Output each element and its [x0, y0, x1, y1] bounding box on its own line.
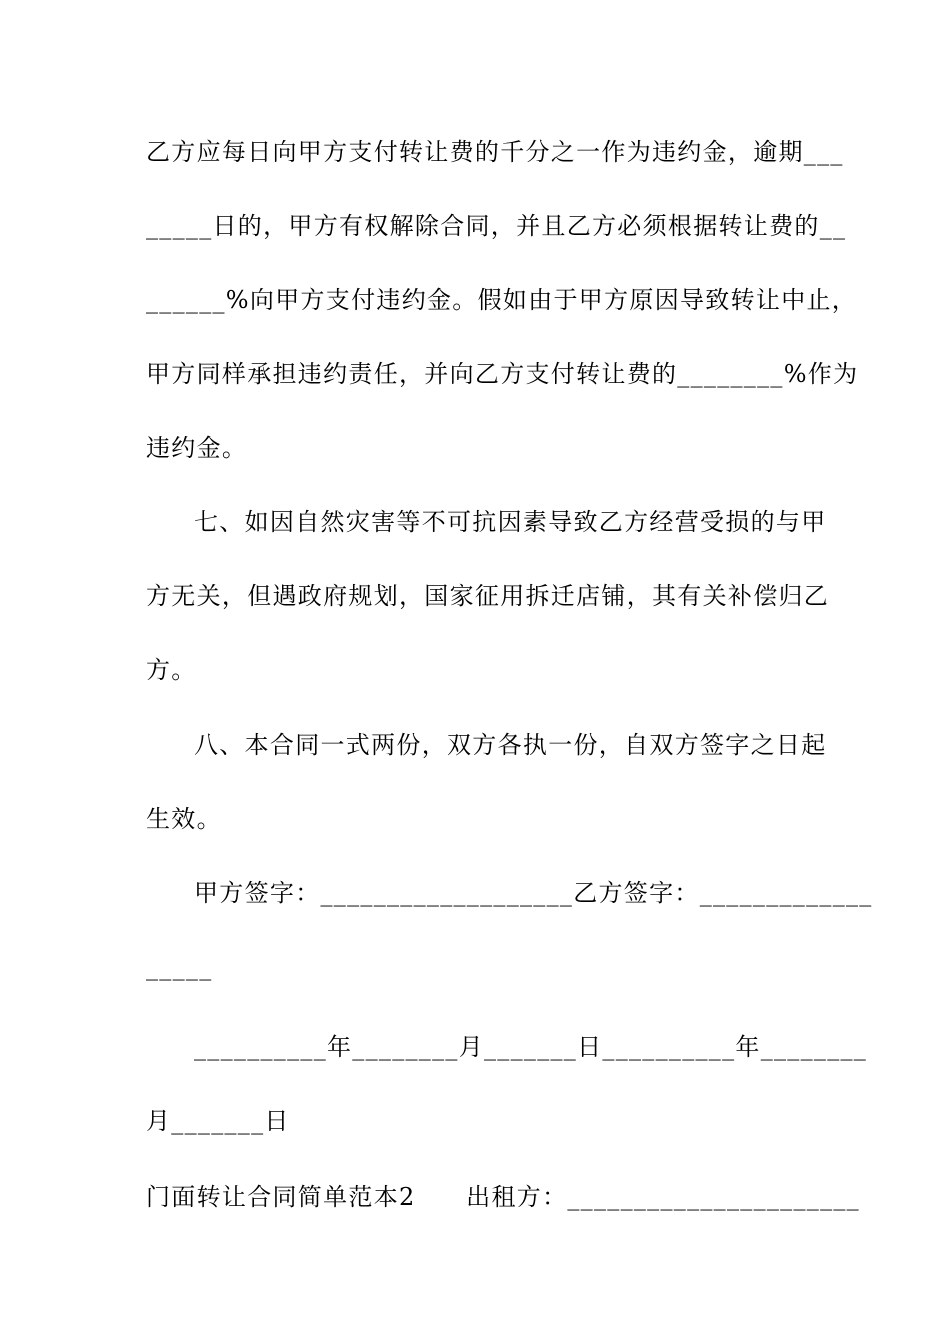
paragraph-line-5: 违约金。	[146, 434, 248, 462]
paragraph-line-1: 乙方应每日向甲方支付转让费的千分之一作为违约金，逾期___	[146, 138, 844, 166]
clause-8-line-2: 生效。	[146, 805, 222, 833]
signature-line-continued: _____	[146, 953, 213, 981]
clause-7-line-1: 七、如因自然灾害等不可抗因素导致乙方经营受损的与甲	[194, 508, 827, 536]
paragraph-line-2: _____日的，甲方有权解除合同，并且乙方必须根据转让费的__	[146, 212, 847, 240]
date-line-continued: 月_______日	[146, 1107, 290, 1135]
clause-7-line-3: 方。	[146, 656, 197, 684]
paragraph-line-3: ______%向甲方支付违约金。假如由于甲方原因导致转让中止，	[146, 286, 858, 314]
clause-8-line-1: 八、本合同一式两份，双方各执一份，自双方签字之日起	[194, 731, 827, 759]
template-title-line: 门面转让合同简单范本2 出租方：______________________	[146, 1183, 860, 1211]
date-line: __________年________月_______日__________年________	[194, 1033, 868, 1061]
signature-line: 甲方签字：___________________乙方签字：_____________	[194, 879, 873, 907]
clause-7-line-2: 方无关，但遇政府规划，国家征用拆迁店铺，其有关补偿归乙	[146, 582, 830, 610]
paragraph-line-4: 甲方同样承担违约责任，并向乙方支付转让费的________%作为	[146, 360, 859, 388]
